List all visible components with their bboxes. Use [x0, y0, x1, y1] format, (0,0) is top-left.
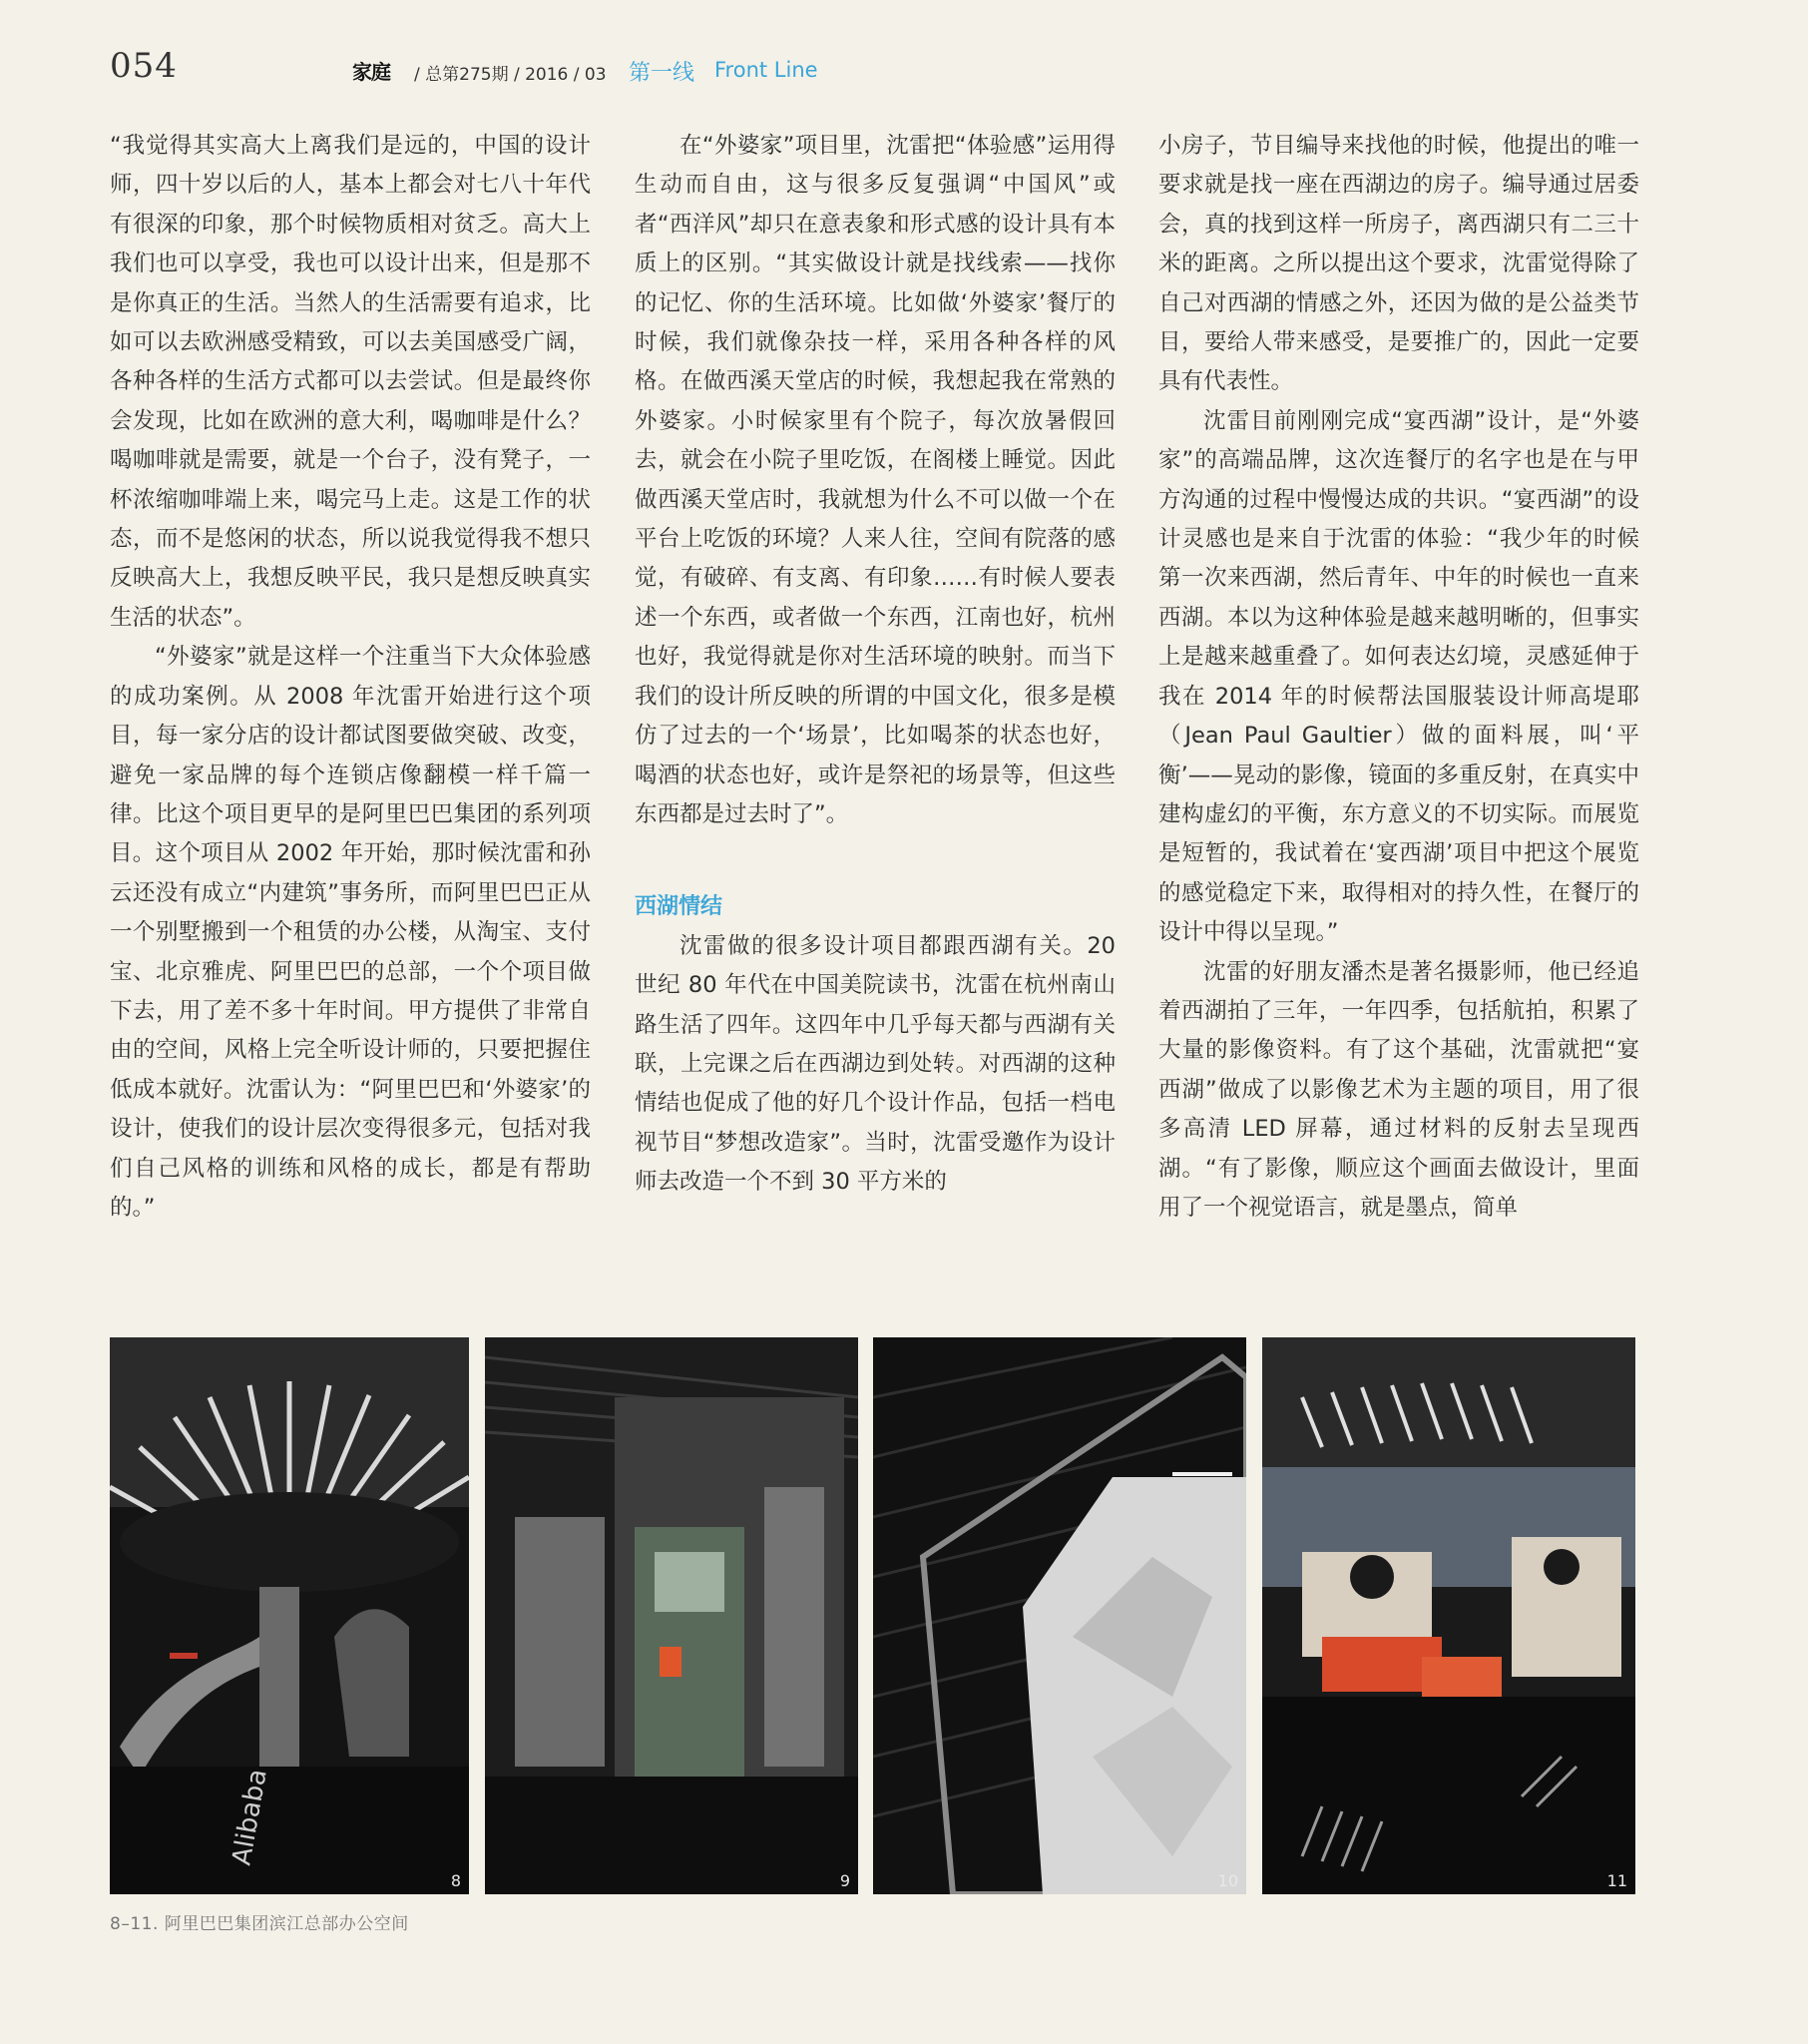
paragraph: 沈雷目前刚刚完成“宴西湖”设计，是“外婆家”的高端品牌，这次连餐厅的名字也是在与甲方沟通的过程中慢慢达成的共识。“宴西湖”的设计灵感也是来自于沈雷的体验：“我少年的时候第一次来西湖，然后青年、中年的时候也一直来西湖。本以为这种体验是越来越明晰的，但事实上是越来越重叠了。如何表达幻境，灵感延伸于我在 2014 年的时候帮法国服装设计师高堤耶（Jean Paul Gaultier）做的面料展，叫‘平衡’——晃动的影像，镜面的多重反射，在真实中建构虚幻的平衡，东方意义的不切实际。而展览是短暂的，我试着在‘宴西湖’项目中把这个展览的感觉稳定下来，取得相对的持久性，在餐厅的设计中得以呈现。” — [1158, 407, 1639, 946]
photo-9 — [485, 1337, 858, 1894]
page-number: 054 — [110, 46, 178, 86]
section-title-cn: 第一线 — [629, 61, 695, 86]
section-title-en: Front Line — [714, 58, 818, 82]
paragraph: 小房子，节目编导来找他的时候，他提出的唯一要求就是找一座在西湖边的房子。编导通过居委会，真的找到这样一所房子，离西湖只有二三十米的距离。之所以提出这个要求，沈雷觉得除了自己对西湖的情感之外，还因为做的是公益类节目，要给人带来感受，是要推广的，因此一定要具有代表性。 — [1158, 133, 1639, 395]
photo-10-image — [873, 1337, 1246, 1894]
page-header — [110, 46, 1706, 96]
magazine-logo: 家庭 — [352, 60, 390, 84]
photo-9-image — [485, 1337, 858, 1894]
text-column-1 — [110, 127, 591, 1228]
photo-caption: 8–11. 阿里巴巴集团滨江总部办公空间 — [110, 1914, 409, 1934]
photo-number: 11 — [1606, 1871, 1627, 1890]
text-column-2 — [635, 127, 1116, 1203]
paragraph: 沈雷的好朋友潘杰是著名摄影师，他已经追着西湖拍了三年，一年四季，包括航拍，积累了大量的影像资料。有了这个基础，沈雷就把“宴西湖”做成了以影像艺术为主题的项目，用了很多高清 LED 屏幕，通过材料的反射去呈现西湖。“有了影像，顺应这个画面去做设计，里面用了一个视觉语言，就是墨点，简单 — [1158, 958, 1639, 1221]
text-column-3 — [1158, 127, 1639, 1228]
photo-number: 8 — [450, 1871, 461, 1890]
photo-11-image — [1262, 1337, 1635, 1894]
photo-number: 10 — [1217, 1871, 1238, 1890]
photo-number: 9 — [839, 1871, 850, 1890]
paragraph: 在“外婆家”项目里，沈雷把“体验感”运用得生动而自由，这与很多反复强调“中国风”或者“西洋风”却只在意表象和形式感的设计具有本质上的区别。“其实做设计就是找线索——找你的记忆、你的生活环境。比如做‘外婆家’餐厅的时候，我们就像杂技一样，采用各种各样的风格。在做西溪天堂店的时候，我想起我在常熟的外婆家。小时候家里有个院子，每次放暑假回去，就会在小院子里吃饭，在阁楼上睡觉。因此做西溪天堂店时，我就想为什么不可以做一个在平台上吃饭的环境？人来人往，空间有院落的感觉，有破碎、有支离、有印象……有时候人要表述一个东西，或者做一个东西，江南也好，杭州也好，我觉得就是你对生活环境的映射。而当下我们的设计所反映的所谓的中国文化，很多是模仿了过去的一个‘场景’，比如喝茶的状态也好，喝酒的状态也好，或许是祭祀的场景等，但这些东西都是过去时了”。 — [635, 133, 1116, 827]
section-heading: 西湖情结 — [635, 894, 723, 920]
photo-10 — [873, 1337, 1246, 1894]
photo-8 — [110, 1337, 469, 1894]
paragraph: “我觉得其实高大上离我们是远的，中国的设计师，四十岁以后的人，基本上都会对七八十年代有很深的印象，那个时候物质相对贫乏。高大上我们也可以享受，我也可以设计出来，但是那不是你真正的生活。当然人的生活需要有追求，比如可以去欧洲感受精致，可以去美国感受广阔，各种各样的生活方式都可以去尝试。但是最终你会发现，比如在欧洲的意大利，喝咖啡是什么？喝咖啡就是需要，就是一个台子，没有凳子，一杯浓缩咖啡端上来，喝完马上走。这是工作的状态，而不是悠闲的状态，所以说我觉得我不想只反映高大上，我想反映平民，我只是想反映真实生活的状态”。 — [110, 133, 591, 631]
alibaba-floor-logo: Alibaba — [226, 1767, 273, 1868]
photo-8-image — [110, 1337, 469, 1894]
photo-11 — [1262, 1337, 1635, 1894]
paragraph: “外婆家”就是这样一个注重当下大众体验感的成功案例。从 2008 年沈雷开始进行这个项目，每一家分店的设计都试图要做突破、改变，避免一家品牌的每个连锁店像翻模一样千篇一律。比这个项目更早的是阿里巴巴集团的系列项目。这个项目从 2002 年开始，那时候沈雷和孙云还没有成立“内建筑”事务所，而阿里巴巴正从一个别墅搬到一个租赁的办公楼，从淘宝、支付宝、北京雅虎、阿里巴巴的总部，一个个项目做下去，用了差不多十年时间。甲方提供了非常自由的空间，风格上完全听设计师的，只要把握住低成本就好。沈雷认为：“阿里巴巴和‘外婆家’的设计，使我们的设计层次变得很多元，包括对我们自己风格的训练和风格的成长，都是有帮助的。” — [110, 644, 591, 1221]
paragraph: 沈雷做的很多设计项目都跟西湖有关。20 世纪 80 年代在中国美院读书，沈雷在杭州南山路生活了四年。这四年中几乎每天都与西湖有关联，上完课之后在西湖边到处转。对西湖的这种情结也促成了他的好几个设计作品，包括一档电视节目“梦想改造家”。当时，沈雷受邀作为设计师去改造一个不到 30 平方米的 — [635, 932, 1116, 1196]
issue-info: / 总第275期 / 2016 / 03 — [414, 65, 607, 85]
